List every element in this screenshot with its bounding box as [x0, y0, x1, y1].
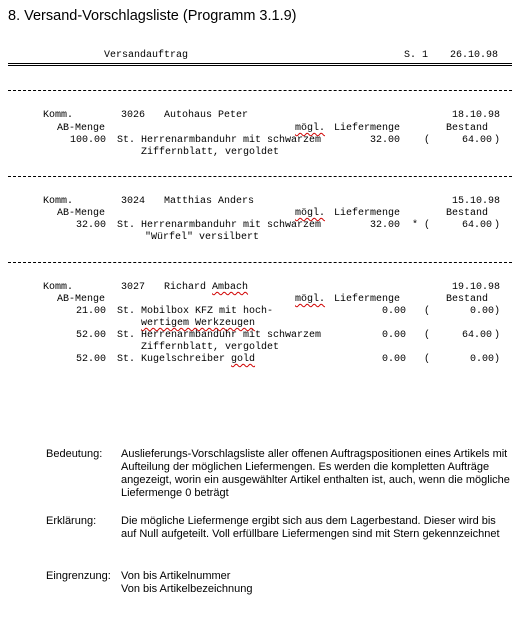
customer-name: Autohaus Peter: [164, 110, 249, 121]
item-desc-line2: "Würfel" versilbert: [145, 232, 260, 243]
col-liefermenge: Liefermenge: [334, 294, 401, 305]
bestand-open-paren: (: [424, 354, 431, 365]
customer-name: [164, 282, 248, 294]
order-date: 15.10.98: [452, 196, 501, 207]
komm-label: Komm.: [43, 282, 74, 293]
item-unit: St.: [117, 330, 136, 341]
order-number: 3026: [121, 110, 146, 121]
item-desc-line1: Herrenarmbanduhr mit schwarzem: [141, 220, 322, 231]
item-unit: St.: [117, 306, 136, 317]
report-page: S. 1: [404, 50, 429, 61]
item-bestand: 64.00: [462, 135, 493, 146]
report-date: 26.10.98: [450, 50, 499, 61]
col-liefermenge: Liefermenge: [334, 208, 401, 219]
bedeutung-label: Bedeutung:: [46, 448, 103, 460]
customer-last-name: Ambach: [212, 282, 249, 293]
item-liefermenge: 0.00: [382, 354, 407, 365]
col-moegl: mögl.: [295, 208, 326, 219]
item-liefermenge: 32.00: [370, 135, 401, 146]
erklaerung-label: Erklärung:: [46, 515, 97, 527]
item-desc-line1: [141, 354, 255, 366]
section-divider: [8, 176, 512, 177]
item-desc-line2: Ziffernblatt, vergoldet: [141, 342, 280, 353]
order-date: 18.10.98: [452, 110, 501, 121]
bestand-close-paren: ): [494, 306, 501, 317]
item-liefermenge: 32.00: [370, 220, 401, 231]
full-delivery-star: *: [412, 220, 419, 231]
item-qty: 52.00: [76, 330, 107, 341]
order-number: 3024: [121, 196, 146, 207]
customer-first-name: Richard: [164, 282, 213, 293]
item-qty: 21.00: [76, 306, 107, 317]
report-heading: Versandauftrag: [104, 50, 189, 61]
col-ab-menge: AB-Menge: [57, 208, 106, 219]
col-ab-menge: AB-Menge: [57, 123, 106, 134]
col-bestand: Bestand: [446, 208, 489, 219]
col-moegl: mögl.: [295, 294, 326, 305]
order-date: 19.10.98: [452, 282, 501, 293]
komm-label: Komm.: [43, 110, 74, 121]
header-double-rule: [8, 63, 512, 66]
bestand-close-paren: ): [494, 354, 501, 365]
item-bestand: 64.00: [462, 220, 493, 231]
item-qty: 52.00: [76, 354, 107, 365]
bestand-open-paren: (: [424, 220, 431, 231]
item-desc-line1: Herrenarmbanduhr mit schwarzem: [141, 135, 322, 146]
eingrenzung-line2: Von bis Artikelbezeichnung: [121, 583, 253, 595]
section-divider: [8, 262, 512, 263]
item-bestand: 0.00: [470, 354, 495, 365]
bestand-close-paren: ): [494, 220, 501, 231]
item-liefermenge: 0.00: [382, 330, 407, 341]
order-number: 3027: [121, 282, 146, 293]
item-qty: 32.00: [76, 220, 107, 231]
bestand-close-paren: ): [494, 330, 501, 341]
item-unit: St.: [117, 135, 136, 146]
bestand-open-paren: (: [424, 135, 431, 146]
item-qty: 100.00: [70, 135, 107, 146]
item-desc-word: Kugelschreiber: [141, 354, 232, 365]
bestand-open-paren: (: [424, 330, 431, 341]
page-title: 8. Versand-Vorschlagsliste (Programm 3.1.9): [8, 8, 297, 24]
item-desc-word-underlined: gold: [231, 354, 256, 365]
item-liefermenge: 0.00: [382, 306, 407, 317]
customer-name: Matthias Anders: [164, 196, 255, 207]
item-bestand: 64.00: [462, 330, 493, 341]
bedeutung-text: Auslieferungs-Vorschlagsliste aller offenen Auftragspositionen eines Artikels mit Aufteilung der möglichen Liefermengen. Es werden die kompletten Aufträge angezeigt, worin ein ausgewählter Artikel enthalten ist, auch, wenn die mögliche Liefermenge 0 beträgt: [121, 448, 510, 499]
item-unit: St.: [117, 354, 136, 365]
col-liefermenge: Liefermenge: [334, 123, 401, 134]
item-desc-line1: Herrenarmbanduhr mit schwarzem: [141, 330, 322, 341]
item-desc-line2: wertigem Werkzeugen: [141, 318, 256, 329]
col-moegl: mögl.: [295, 123, 326, 134]
col-bestand: Bestand: [446, 294, 489, 305]
col-ab-menge: AB-Menge: [57, 294, 106, 305]
item-desc-line2: Ziffernblatt, vergoldet: [141, 147, 280, 158]
eingrenzung-label: Eingrenzung:: [46, 570, 111, 582]
eingrenzung-line1: Von bis Artikelnummer: [121, 570, 231, 582]
item-unit: St.: [117, 220, 136, 231]
item-bestand: 0.00: [470, 306, 495, 317]
bestand-open-paren: (: [424, 306, 431, 317]
item-desc-line1: Mobilbox KFZ mit hoch-: [141, 306, 274, 317]
section-divider: [8, 90, 512, 91]
erklaerung-text: Die mögliche Liefermenge ergibt sich aus dem Lagerbestand. Dieser wird bis auf Null aufgeteilt. Voll erfüllbare Liefermengen sind mit Stern gekennzeichnet: [121, 515, 500, 540]
bestand-close-paren: ): [494, 135, 501, 146]
col-bestand: Bestand: [446, 123, 489, 134]
komm-label: Komm.: [43, 196, 74, 207]
